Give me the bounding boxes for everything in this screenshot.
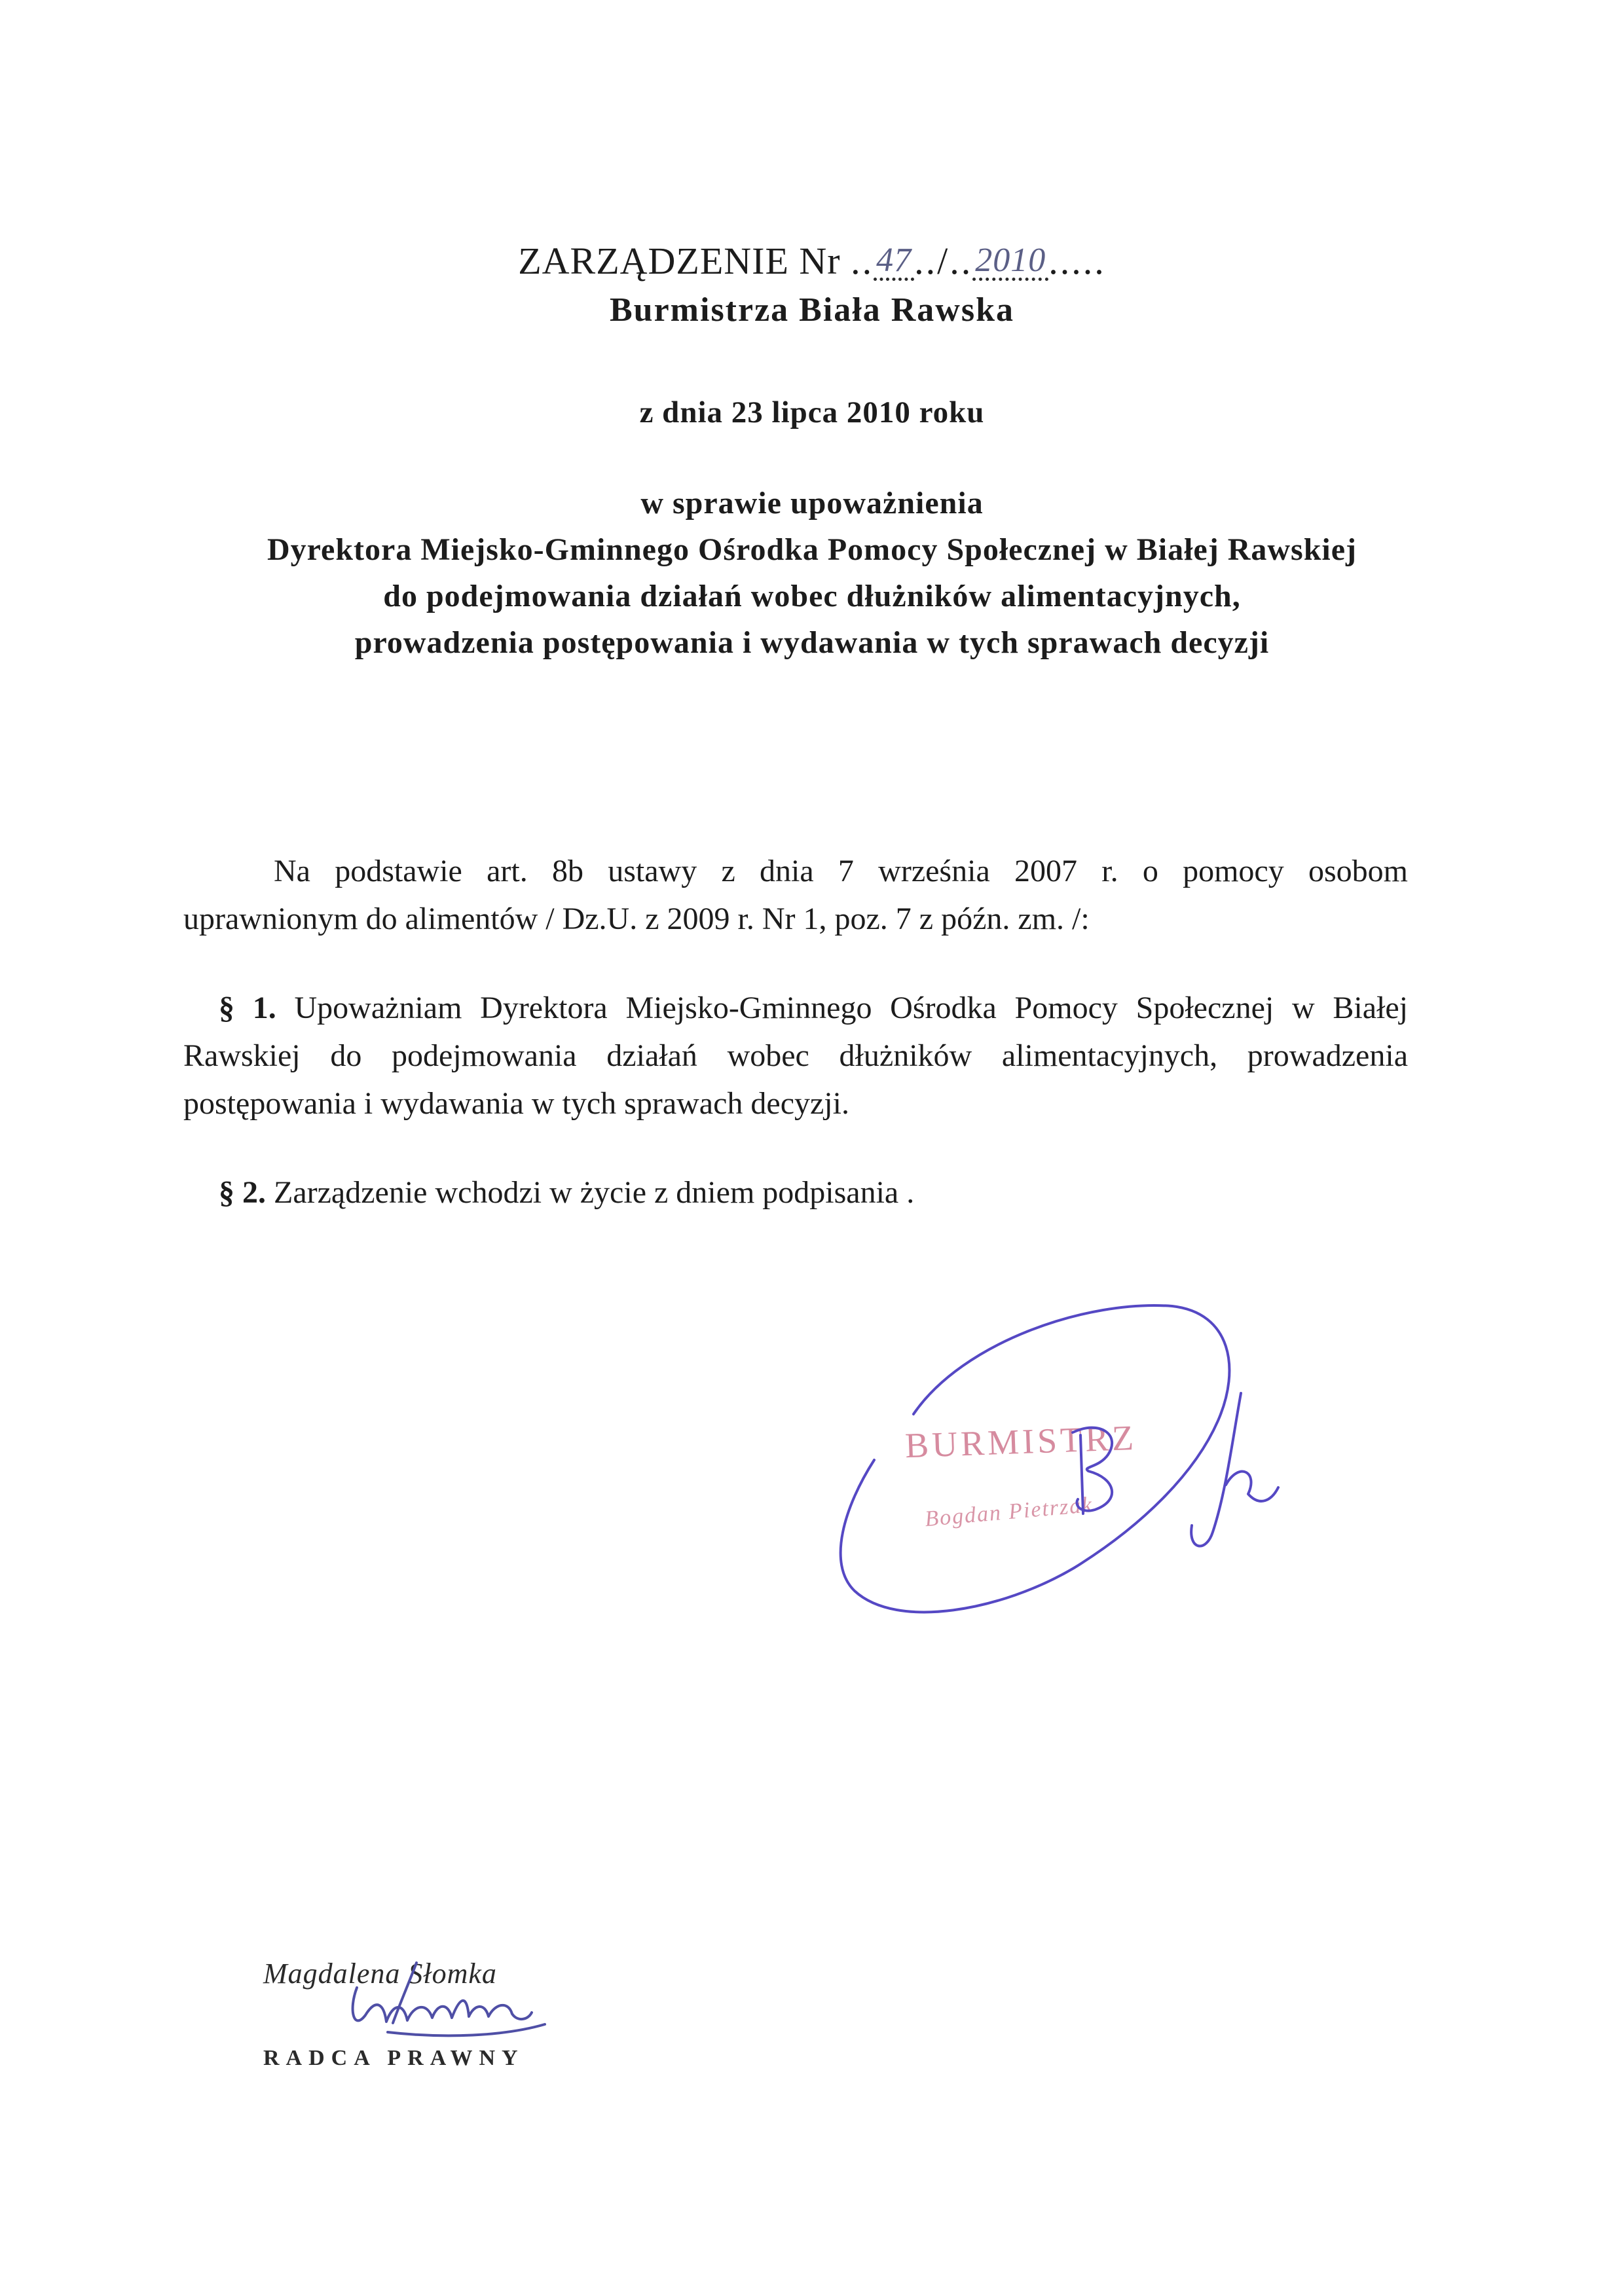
handwritten-number: 47 [874,244,914,281]
legal-advisor-signature [353,1988,532,2022]
preamble-line: uprawnionym do alimentów / Dz.U. z 2009 r. Nr 1, poz. 7 z późn. zm. /: [183,902,1090,936]
section-1-text: Upoważniam Dyrektora Miejsko-Gminnego Ośrodka Pomocy Społecznej w Białej [294,991,1409,1025]
section-2-marker: § 2. [219,1175,266,1210]
legal-advisor-name: Magdalena Słomka [263,1958,497,1990]
subject-line: Dyrektora Miejsko-Gminnego Ośrodka Pomocy Społecznej w Białej Rawskiej [267,532,1357,567]
section-1-marker: § 1. [219,991,276,1025]
mayor-stamp-title: BURMISTRZ [904,1417,1138,1466]
document-title: ZARZĄDZENIE Nr [518,240,841,282]
date-line: z dnia 23 lipca 2010 roku [639,395,985,429]
title-separator: ../.. [914,240,973,282]
title-lead-dots: .. [851,240,874,282]
title-trail-dots: ..... [1048,240,1106,282]
section-2-text: Zarządzenie wchodzi w życie z dniem podpisania . [274,1175,915,1210]
subject-line: w sprawie upoważnienia [640,486,984,520]
document-title-line [0,240,1624,283]
handwritten-year: 2010 [972,244,1048,281]
preamble-line: Na podstawie art. 8b ustawy z dnia 7 września 2007 r. o pomocy osobom [274,854,1408,888]
subject-block [0,480,1624,666]
section-1-line [219,984,1408,1032]
section-1-line: Rawskiej do podejmowania działań wobec dłużników alimentacyjnych, prowadzenia [183,1038,1408,1073]
mayor-signature-flourish [1191,1393,1278,1546]
legal-advisor-title: RADCA PRAWNY [263,2046,525,2070]
legal-advisor-signature-underline [388,2024,545,2035]
section-1-line: postępowania i wydawania w tych sprawach decyzji. [183,1086,849,1121]
issuer-line: Burmistrza Biała Rawska [610,291,1014,329]
subject-line: do podejmowania działań wobec dłużników alimentacyjnych, [383,579,1241,613]
section-2-line [219,1169,1408,1216]
subject-line: prowadzenia postępowania i wydawania w tych sprawach decyzji [354,625,1270,660]
mayor-stamp-name: Bogdan Pietrzak [923,1492,1094,1532]
